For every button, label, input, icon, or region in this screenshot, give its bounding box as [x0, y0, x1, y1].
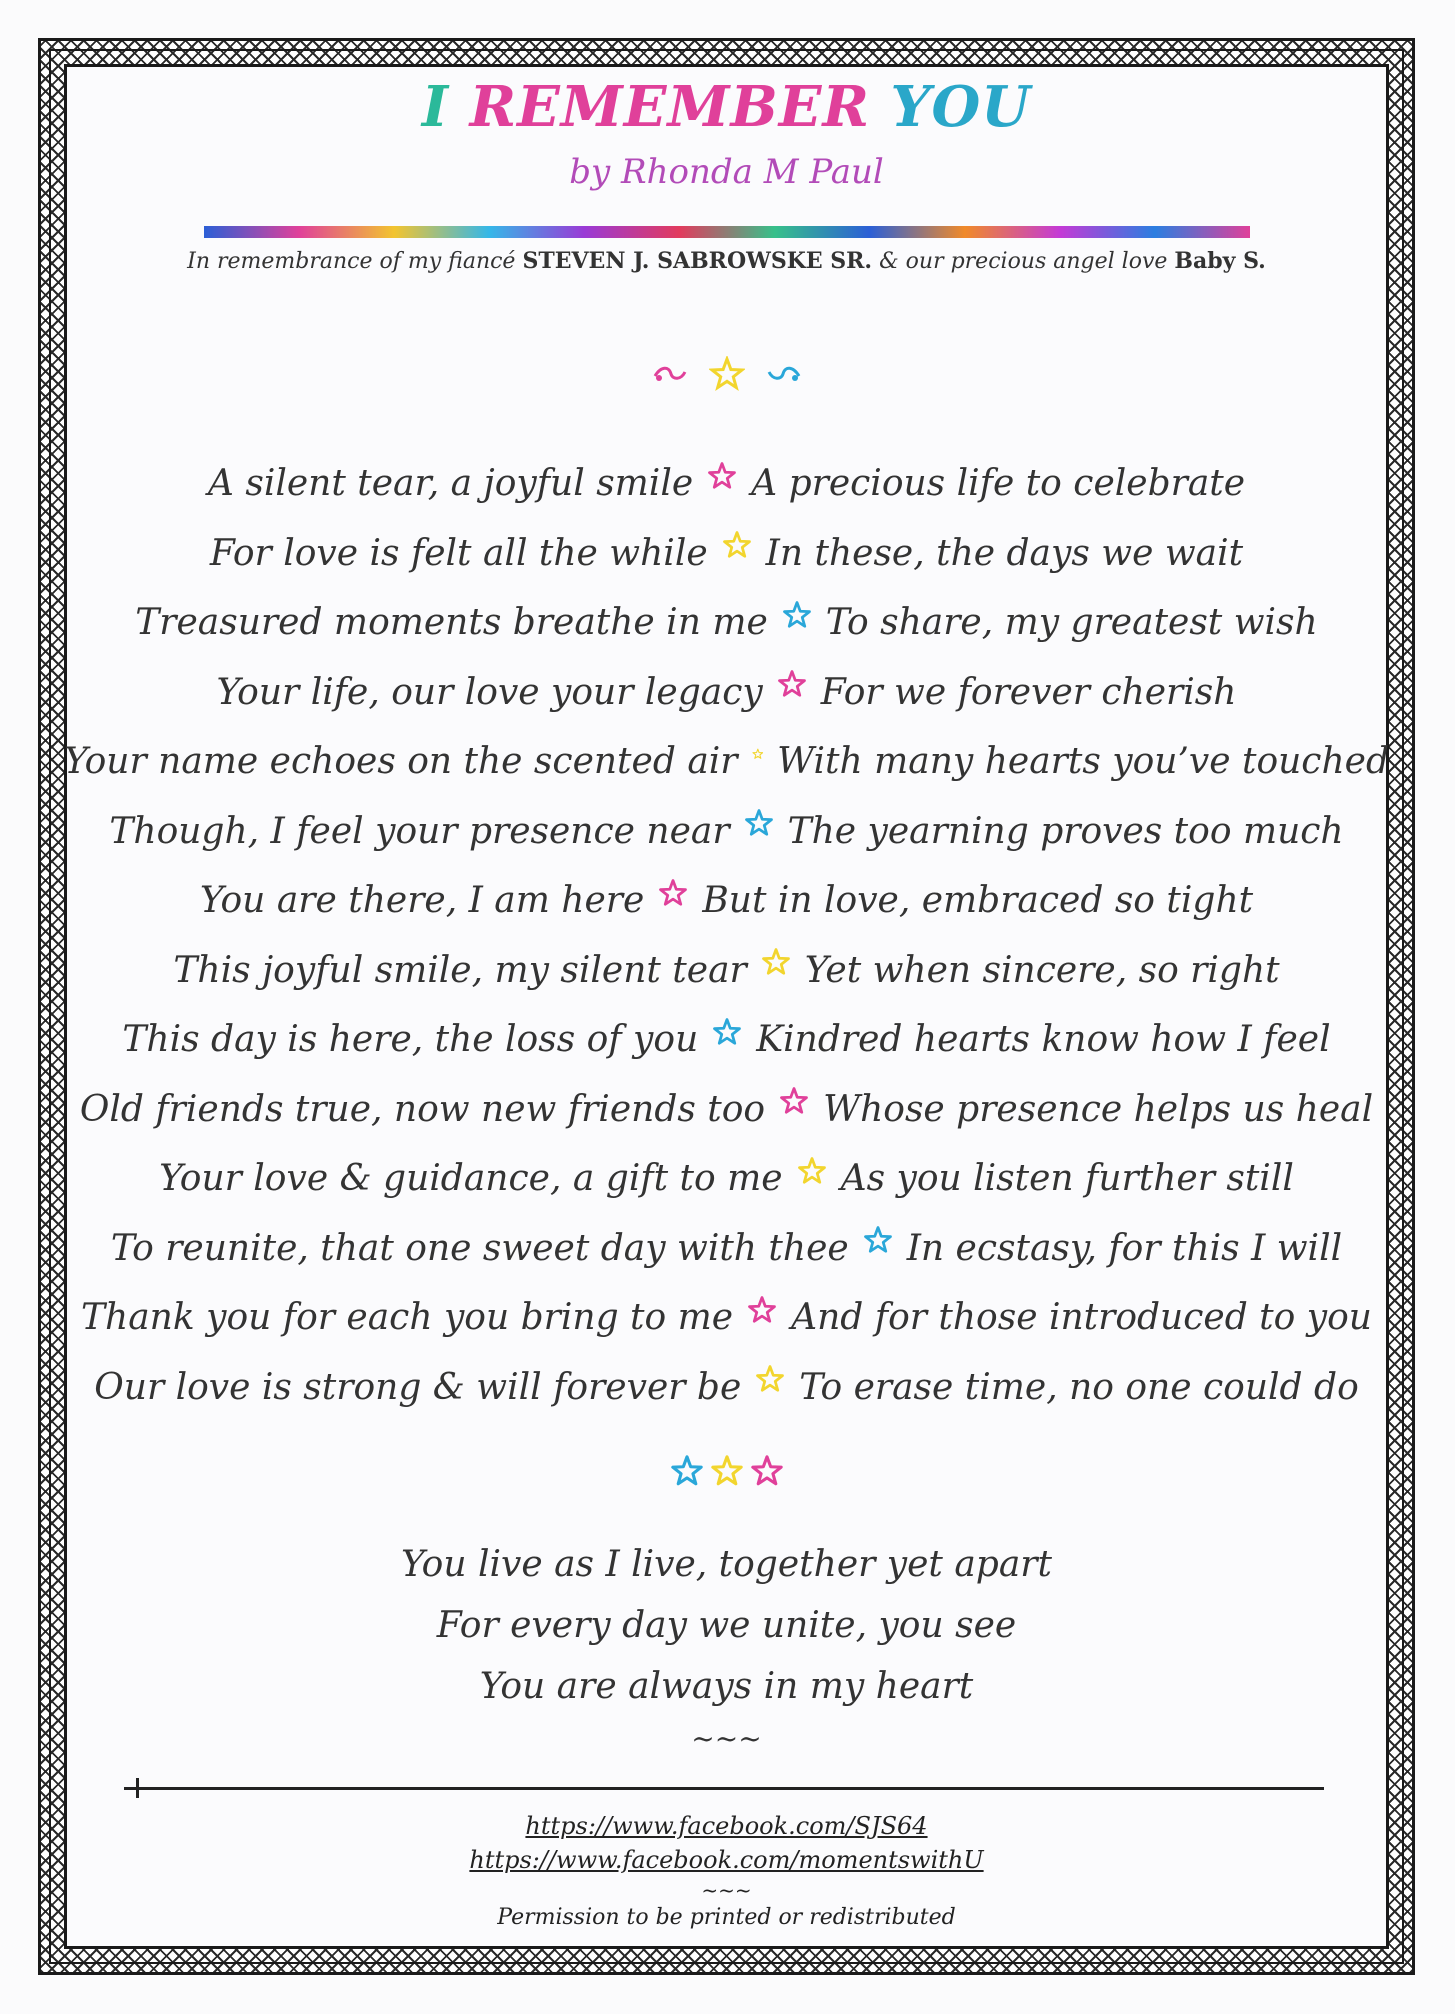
- poem-line-left: Treasured moments breathe in me: [135, 602, 768, 644]
- star-blue-icon: [782, 600, 812, 630]
- poem-line-right: In ecstasy, for this I will: [906, 1227, 1343, 1269]
- poem-line: [64, 1353, 1389, 1423]
- poem-line: [64, 1075, 1389, 1145]
- poem-line-left: Though, I feel your presence near: [109, 810, 730, 852]
- permission-note: Permission to be printed or redistributed: [497, 1905, 956, 1930]
- poem-line: [64, 727, 1389, 797]
- star-yellow-icon: [722, 530, 752, 560]
- poem-line-left: This day is here, the loss of you: [122, 1019, 699, 1061]
- poem-line-left: Old friends true, now new friends too: [79, 1088, 766, 1130]
- dedication-middle: & our precious angel love: [872, 249, 1175, 274]
- dedication-prefix: In remembrance of my fiancé: [187, 249, 523, 274]
- author-byline: by Rhonda M Paul: [569, 152, 884, 192]
- star-blue-icon: [863, 1225, 893, 1255]
- poem-line-right: The yearning proves too much: [787, 810, 1344, 852]
- poem-line-right: Kindred hearts know how I feel: [756, 1019, 1331, 1061]
- poem-line-right: Yet when sincere, so right: [804, 949, 1280, 991]
- title-word-1: I: [421, 74, 450, 140]
- poem-line: [64, 588, 1389, 658]
- poem-line: [64, 519, 1389, 589]
- footer-tilde: ~~~: [701, 1878, 752, 1902]
- poem-line-left: Thank you for each you bring to me: [81, 1297, 734, 1339]
- poem-line: [64, 1005, 1389, 1075]
- poem-line-right: As you listen further still: [840, 1158, 1294, 1200]
- star-pink-icon: [779, 1086, 809, 1116]
- poem-line: [64, 797, 1389, 867]
- poem-line-right: To erase time, no one could do: [799, 1366, 1359, 1408]
- poem-line-right: But in love, embraced so tight: [702, 880, 1254, 922]
- footer: [64, 1809, 1389, 1933]
- horizontal-rule: [124, 1787, 1324, 1790]
- poem-line-left: Your love & guidance, a gift to me: [159, 1158, 783, 1200]
- star-pink-icon: [750, 1454, 784, 1488]
- dedication-baby: Baby S.: [1174, 248, 1266, 274]
- rainbow-divider: [204, 226, 1250, 238]
- closing-line: You are always in my heart: [479, 1666, 974, 1707]
- star-blue-icon: [712, 1017, 742, 1047]
- poem-line-right: To share, my greatest wish: [825, 602, 1318, 644]
- poem-line: [64, 936, 1389, 1006]
- ornament-row: [64, 354, 1389, 394]
- poem-line-left: Your life, our love your legacy: [216, 671, 763, 713]
- poem-line: [64, 658, 1389, 728]
- star-blue-icon: [670, 1454, 704, 1488]
- closing-tilde: ~~~: [691, 1722, 762, 1755]
- star-blue-icon: [744, 808, 774, 838]
- poem-body: [64, 449, 1389, 1422]
- swirl-right-icon: [767, 364, 801, 384]
- poem-line-right: Whose presence helps us heal: [823, 1088, 1374, 1130]
- poem-line-left: This joyful smile, my silent tear: [173, 949, 747, 991]
- poem-line: [64, 1283, 1389, 1353]
- closing-stanza: [64, 1534, 1389, 1717]
- star-pink-icon: [707, 461, 737, 491]
- star-yellow-icon: [709, 356, 745, 392]
- star-pink-icon: [747, 1295, 777, 1325]
- poem-line-right: A precious life to celebrate: [751, 463, 1246, 505]
- document-content: [64, 64, 1389, 1949]
- star-pink-icon: [777, 669, 807, 699]
- poem-line: [64, 866, 1389, 936]
- poem-line-right: In these, the days we wait: [765, 532, 1244, 574]
- star-yellow-icon: [755, 1364, 785, 1394]
- closing-stars: [64, 1454, 1389, 1488]
- star-yellow-icon: [761, 947, 791, 977]
- poem-line-left: Our love is strong & will forever be: [94, 1366, 742, 1408]
- title-word-2: REMEMBER: [469, 74, 871, 140]
- poem-line-left: To reunite, that one sweet day with thee: [110, 1227, 849, 1269]
- poem-title: [64, 74, 1389, 140]
- star-yellow-icon: [797, 1156, 827, 1186]
- star-yellow-icon: [752, 739, 764, 769]
- facebook-link-momentswithu[interactable]: https://www.facebook.com/momentswithU: [469, 1846, 984, 1874]
- poem-line-left: For love is felt all the while: [209, 532, 708, 574]
- poem-line: [64, 1144, 1389, 1214]
- poem-line-left: A silent tear, a joyful smile: [207, 463, 694, 505]
- poem-line-left: Your name echoes on the scented air: [64, 741, 738, 783]
- poem-line: [64, 449, 1389, 519]
- dedication-name: STEVEN J. SABROWSKE SR.: [522, 248, 873, 274]
- poem-line-right: For we forever cherish: [820, 671, 1237, 713]
- star-yellow-icon: [710, 1454, 744, 1488]
- title-word-3: YOU: [890, 74, 1032, 140]
- star-pink-icon: [658, 878, 688, 908]
- closing-line: For every day we unite, you see: [436, 1605, 1017, 1646]
- poem-line-right: And for those introduced to you: [791, 1297, 1372, 1339]
- poem-line-left: You are there, I am here: [199, 880, 645, 922]
- poem-line-right: With many hearts you’ve touched: [777, 741, 1389, 783]
- poem-line: [64, 1214, 1389, 1284]
- dedication: [64, 248, 1389, 274]
- facebook-link-sjs64[interactable]: https://www.facebook.com/SJS64: [525, 1812, 928, 1840]
- closing-line: You live as I live, together yet apart: [401, 1544, 1052, 1585]
- swirl-left-icon: [653, 364, 687, 384]
